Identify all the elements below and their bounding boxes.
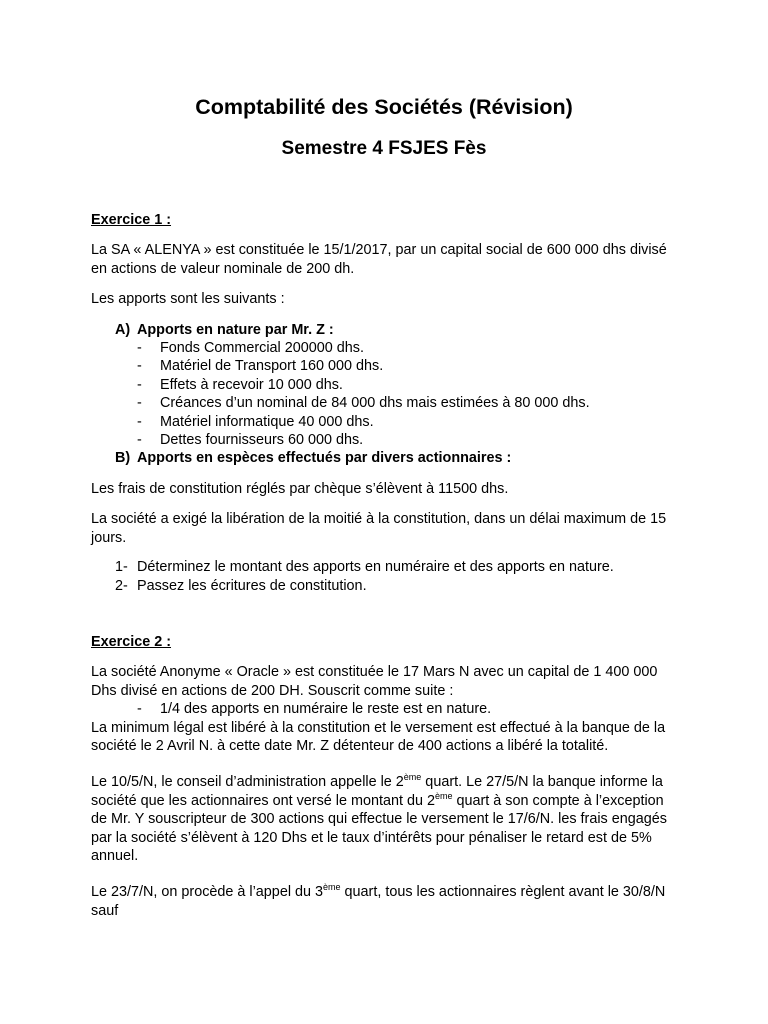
dash-marker: -: [137, 358, 142, 375]
list-item-text: Dettes fournisseurs 60 000 dhs.: [160, 432, 364, 449]
list-item-text: Effets à recevoir 10 000 dhs.: [160, 376, 343, 393]
apports-nature-label: Apports en nature par Mr. Z :: [137, 321, 334, 338]
list-item-text: Matériel de Transport 160 000 dhs.: [160, 358, 384, 375]
liberation-paragraph: La société a exigé la libération de la moitié à la constitution, dans un délai maximum de 15 jours.: [91, 511, 667, 546]
document-body: [91, 211, 681, 920]
dash-marker: -: [137, 376, 142, 393]
list-item-text: 1/4 des apports en numéraire le reste est en nature.: [160, 701, 492, 718]
minimum-paragraph: La minimum légal est libéré à la constitution et le versement est effectué à la banque de la société le 2 Avril N. à cette date Mr. Z détenteur de 400 actions a libéré la totalité.: [91, 719, 666, 754]
question-number: 1-: [115, 559, 128, 576]
list-item: [137, 431, 681, 449]
appel-3-paragraph: Le 23/7/N, on procède à l’appel du 3ème quart, tous les actionnaires règlent avant le 30/8/N sauf: [91, 882, 666, 919]
exercise-1-heading: Exercice 1 :: [91, 212, 172, 228]
dash-marker: -: [137, 395, 142, 412]
document-subtitle: Semestre 4 FSJES Fès: [281, 138, 487, 159]
nature-items-list: [137, 339, 681, 449]
dash-marker: -: [137, 432, 142, 449]
exercise-2-heading: Exercice 2 :: [91, 633, 172, 650]
apports-list-b: [115, 449, 681, 467]
list-marker: B): [115, 450, 131, 467]
list-marker: A): [115, 321, 131, 338]
frais-paragraph: Les frais de constitution réglés par chèque s’élèvent à 11500 dhs.: [91, 480, 509, 497]
apports-intro: Les apports sont les suivants :: [91, 291, 285, 308]
document-title: Comptabilité des Sociétés (Révision): [195, 95, 573, 119]
apports-especes-item: [115, 449, 681, 467]
list-item: [137, 339, 681, 357]
dash-marker: -: [137, 701, 142, 718]
list-item-text: Fonds Commercial 200000 dhs.: [160, 340, 364, 357]
appel-2-paragraph: Le 10/5/N, le conseil d’administration appelle le 2ème quart. Le 27/5/N la banque informe la société que les actionnaires ont versé le montant du 2ème quart à son compte à l’exception de Mr. Y souscripteur de 300 actions qui effectue le versement le 17/6/N. les frais engagés par la société s’élèvent à 120 Dhs et le taux d’intérêts pour pénaliser le retard est de 5% annuel.: [91, 772, 667, 864]
list-item: [137, 394, 681, 412]
list-item-text: Matériel informatique 40 000 dhs.: [160, 413, 374, 430]
souscription-list: [137, 700, 681, 718]
dash-marker: -: [137, 340, 142, 357]
question-item: [115, 577, 681, 595]
list-item: [137, 357, 681, 375]
apports-nature-item: [115, 321, 681, 339]
apports-list: [115, 321, 681, 339]
question-item: [115, 558, 681, 576]
exercise-1-intro: La SA « ALENYA » est constituée le 15/1/2017, par un capital social de 600 000 dhs divisé en actions de valeur nominale de 200 dh.: [91, 242, 667, 277]
list-item: [137, 700, 681, 718]
question-text: Déterminez le montant des apports en numéraire et des apports en nature.: [137, 559, 614, 576]
apports-especes-label: Apports en espèces effectués par divers actionnaires :: [137, 450, 512, 467]
exercise-2-intro: La société Anonyme « Oracle » est constituée le 17 Mars N avec un capital de 1 400 000 Dhs divisé en actions de 200 DH. Souscrit comme suite :: [91, 664, 658, 699]
list-item: [137, 376, 681, 394]
questions-list: [115, 558, 681, 595]
dash-marker: -: [137, 413, 142, 430]
list-item-text: Créances d’un nominal de 84 000 dhs mais estimées à 80 000 dhs.: [160, 395, 590, 412]
question-number: 2-: [115, 577, 128, 594]
question-text: Passez les écritures de constitution.: [137, 577, 367, 594]
list-item: [137, 413, 681, 431]
